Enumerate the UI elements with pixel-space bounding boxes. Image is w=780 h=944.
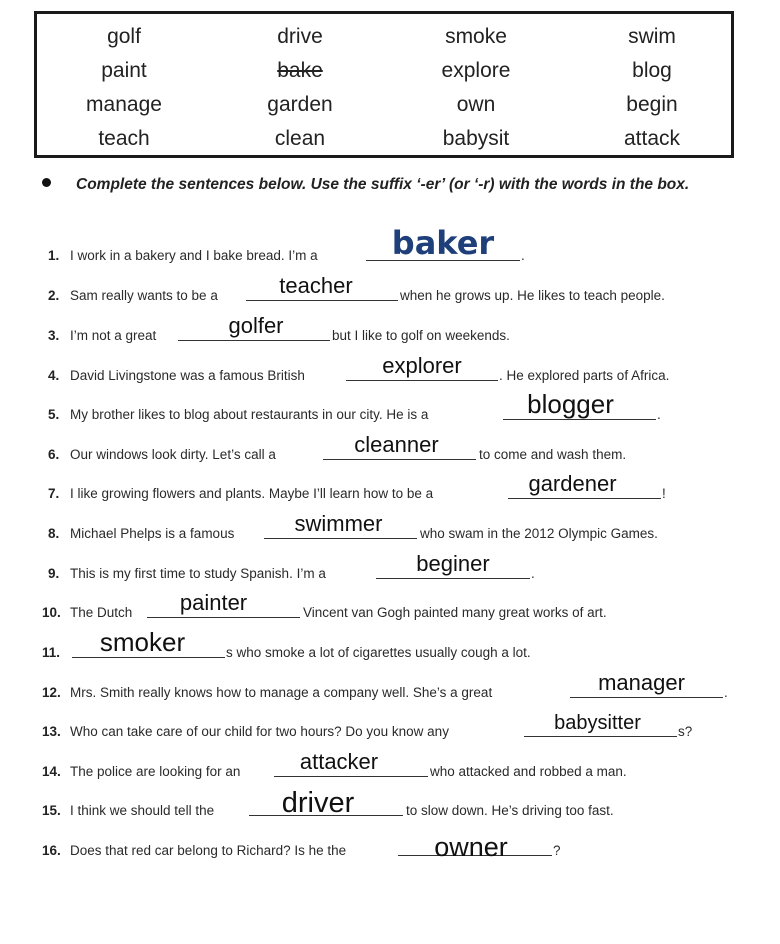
sentence-row — [0, 670, 780, 703]
sentence-row — [0, 389, 780, 425]
answer-blank — [264, 538, 417, 539]
answer-blank — [178, 340, 330, 341]
word-box-word: clean — [274, 127, 326, 150]
sentence-number: 11. — [42, 645, 61, 660]
sentence-text-after: ? — [553, 843, 561, 858]
sentence-text-before: I work in a bakery and I bake bread. I’m a — [70, 248, 318, 263]
sentence-number: 1. — [48, 248, 60, 263]
sentence-number: 12. — [42, 685, 61, 700]
sentence-row — [0, 313, 780, 346]
sentence-text-after: to slow down. He’s driving too fast. — [406, 803, 614, 818]
sentence-number: 16. — [42, 843, 61, 858]
sentence-text-after: who swam in the 2012 Olympic Games. — [420, 526, 658, 541]
sentence-text-after: . — [657, 407, 661, 422]
answer-blank — [274, 776, 428, 777]
word-box-word: own — [456, 93, 496, 116]
answer-text: cleanner — [354, 432, 439, 457]
sentence-row — [0, 831, 780, 861]
word-box-word: begin — [626, 93, 678, 116]
word-box-word-struck: bake — [277, 59, 323, 82]
word-box-word: attack — [623, 127, 681, 150]
sentence-row — [0, 224, 780, 266]
sentence-text-before: Our windows look dirty. Let’s call a — [70, 447, 276, 462]
sentence-text-after: to come and wash them. — [479, 447, 627, 462]
sentence-text-after: ! — [662, 486, 666, 501]
sentence-text-before: I think we should tell the — [70, 803, 215, 818]
bullet-icon — [42, 178, 51, 187]
answer-text: teacher — [279, 273, 353, 298]
word-box-word: swim — [628, 25, 676, 48]
sentence-number: 4. — [48, 368, 60, 383]
answer-text: golfer — [228, 313, 284, 338]
sentence-text-after: s? — [678, 724, 693, 739]
sentence-row — [0, 471, 780, 504]
answer-blank — [246, 300, 398, 301]
answer-text: owner — [434, 832, 508, 862]
word-box-word: manage — [86, 93, 162, 116]
sentence-row — [0, 627, 780, 663]
sentence-text-after: Vincent van Gogh painted many great works of art. — [303, 605, 607, 620]
sentence-number: 14. — [42, 764, 61, 779]
answer-blank — [524, 736, 677, 737]
sentence-text-after: when he grows up. He likes to teach people. — [400, 288, 665, 303]
word-box-word: garden — [267, 93, 333, 116]
sentence-text-before: My brother likes to blog about restaurants in our city. He is a — [70, 407, 429, 422]
answer-text: swimmer — [294, 511, 383, 536]
answer-blank — [147, 617, 300, 618]
answer-text: beginer — [416, 551, 490, 576]
sentence-text-after: . — [531, 566, 535, 581]
sentence-text-before: Michael Phelps is a famous — [70, 526, 235, 541]
sentence-text-before: I like growing flowers and plants. Maybe I’ll learn how to be a — [70, 486, 434, 501]
word-box-word: blog — [632, 59, 672, 82]
sentence-number: 8. — [48, 526, 60, 541]
sentence-text-before: The Dutch — [70, 605, 133, 620]
answer-text: explorer — [382, 353, 462, 378]
sentence-number: 5. — [48, 407, 60, 422]
answer-text: gardener — [528, 471, 617, 496]
answer-text: painter — [179, 590, 248, 615]
sentence-row — [0, 590, 780, 623]
word-box-word: golf — [107, 25, 141, 48]
sentence-number: 10. — [42, 605, 61, 620]
word-box-word: paint — [101, 59, 147, 82]
sentence-text-after: . — [724, 685, 728, 700]
sentence-number: 9. — [48, 566, 60, 581]
sentence-number: 6. — [48, 447, 60, 462]
sentence-number: 3. — [48, 328, 60, 343]
answer-text: attacker — [299, 749, 379, 774]
sentence-row — [0, 432, 780, 465]
sentence-text-before: This is my first time to study Spanish. I’m a — [70, 566, 326, 581]
sentence-text-before: Who can take care of our child for two hours? Do you know any — [70, 724, 449, 739]
sentence-number: 13. — [42, 724, 61, 739]
word-box-word: babysit — [442, 127, 510, 150]
word-box-word: smoke — [445, 25, 507, 48]
answer-text: blogger — [527, 389, 614, 419]
sentence-text-after: s who smoke a lot of cigarettes usually cough a lot. — [226, 645, 531, 660]
sentence-row — [0, 353, 780, 386]
answer-blank — [376, 578, 530, 579]
sentence-row — [0, 511, 780, 544]
answer-blank — [570, 697, 723, 698]
sentence-text-before: David Livingstone was a famous British — [70, 368, 305, 383]
sentence-text-before: Does that red car belong to Richard? Is he the — [70, 843, 347, 858]
answer-blank — [323, 459, 476, 460]
sentence-row — [0, 551, 780, 584]
word-box-word: explore — [441, 59, 511, 82]
word-box-word: teach — [98, 127, 150, 150]
sentence-row — [0, 712, 780, 742]
sentence-text-before: Mrs. Smith really knows how to manage a company well. She’s a great — [70, 685, 493, 700]
sentence-number: 15. — [42, 803, 61, 818]
answer-blank — [508, 498, 661, 499]
sentence-row — [0, 273, 780, 306]
sentence-number: 2. — [48, 288, 60, 303]
answer-text: babysitter — [554, 712, 641, 734]
word-box — [34, 11, 734, 158]
sentence-text-before: The police are looking for an — [70, 764, 241, 779]
sentence-text-after: . He explored parts of Africa. — [499, 368, 670, 383]
answer-text: baker — [391, 224, 495, 262]
answer-text: manager — [598, 670, 685, 695]
answer-text: driver — [281, 787, 355, 819]
instructions: Complete the sentences below. Use the suffix ‘-er’ (or ‘-r) with the words in the box. — [76, 176, 690, 193]
answer-blank — [346, 380, 498, 381]
sentence-row — [0, 787, 780, 821]
sentence-number: 7. — [48, 486, 60, 501]
sentence-text-after: but I like to golf on weekends. — [332, 328, 510, 343]
word-box-word: drive — [277, 25, 323, 48]
sentence-row — [0, 749, 780, 782]
sentence-text-after: . — [521, 248, 525, 263]
answer-text: smoker — [99, 627, 186, 657]
sentence-text-before: I’m not a great — [70, 328, 157, 343]
sentence-text-after: who attacked and robbed a man. — [430, 764, 627, 779]
sentence-text-before: Sam really wants to be a — [70, 288, 218, 303]
